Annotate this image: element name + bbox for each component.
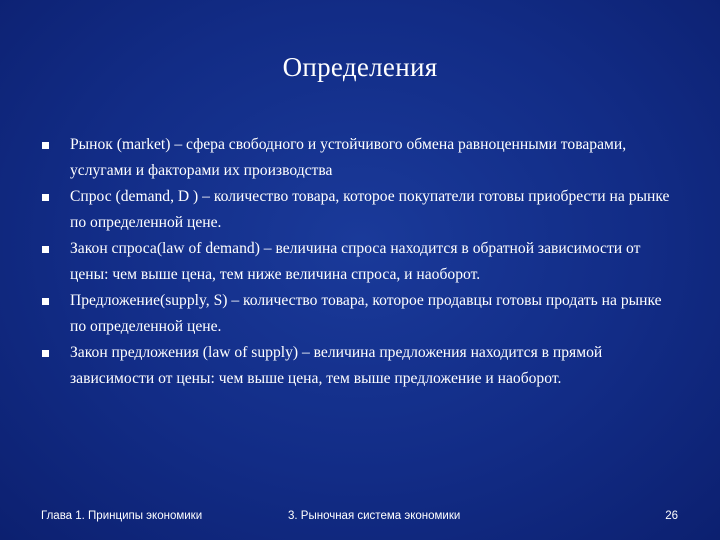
square-bullet-icon xyxy=(42,142,49,149)
bullet-list xyxy=(40,132,680,392)
square-bullet-icon xyxy=(42,194,49,201)
square-bullet-icon xyxy=(42,246,49,253)
square-bullet-icon xyxy=(42,298,49,305)
bullet-text: Предложение(supply, S) – количество товара, которое продавцы готовы продать на рынке по определенной цене. xyxy=(70,292,662,335)
square-bullet-icon xyxy=(42,350,49,357)
footer-chapter: Глава 1. Принципы экономики xyxy=(41,510,203,522)
list-item xyxy=(40,132,680,184)
list-item xyxy=(40,236,680,288)
bullet-text: Закон предложения (law of supply) – величина предложения находится в прямой зависимости от цены: чем выше цена, тем выше предложение и наоборот. xyxy=(70,344,603,387)
list-item xyxy=(40,288,680,340)
bullet-text: Закон спроса(law of demand) – величина спроса находится в обратной зависимости от цены: чем выше цена, тем ниже величина спроса, и наоборот. xyxy=(70,240,641,283)
slide-title: Определения xyxy=(282,52,438,82)
list-item xyxy=(40,184,680,236)
footer-section: 3. Рыночная система экономики xyxy=(288,510,461,522)
bullet-text: Рынок (market) – сфера свободного и устойчивого обмена равноценными товарами, услугами и факторами их производства xyxy=(70,136,627,179)
bullet-text: Спрос (demand, D ) – количество товара, которое покупатели готовы приобрести на рынке по определенной цене. xyxy=(70,188,670,231)
page-number: 26 xyxy=(665,510,678,522)
list-item xyxy=(40,340,680,392)
